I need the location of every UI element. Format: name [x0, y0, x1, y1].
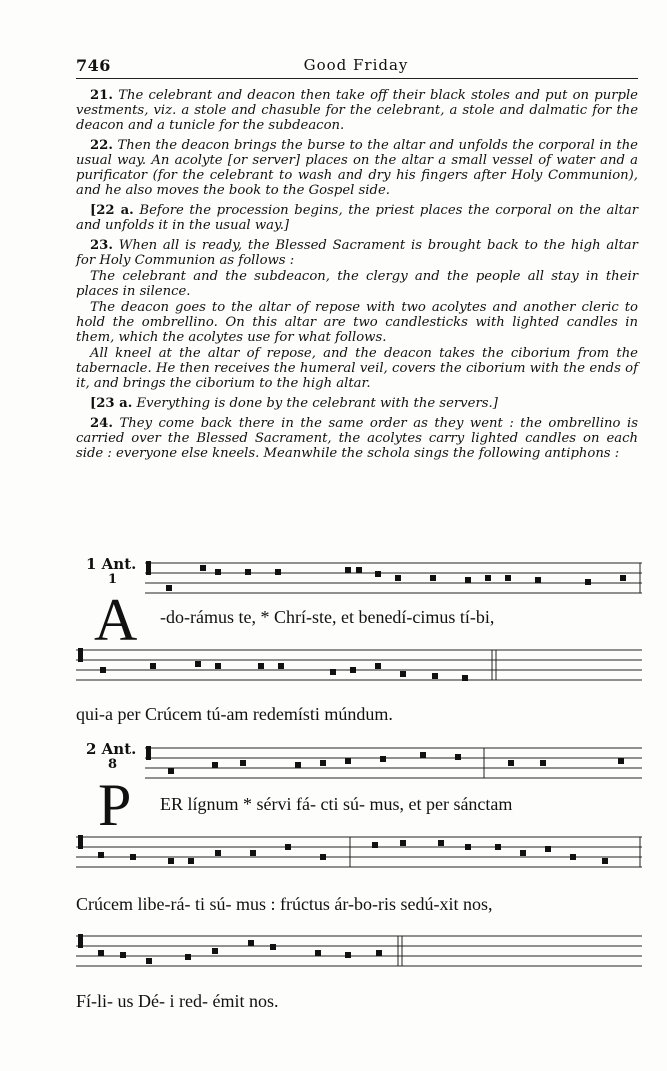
rubric-paragraph: The deacon goes to the altar of repose with two acolytes and another cleric to hold the ombrellino. On this altar are two candlesticks with lighted candles in them, which the acolytes use for what follows. — [76, 300, 638, 345]
antiphon-label: 1 Ant. — [86, 555, 137, 573]
lyric-line: ER lígnum * sérvi fá- cti sú- mus, et per sánctam — [160, 794, 513, 814]
page-number: 746 — [76, 56, 111, 75]
antiphon-1 — [0, 555, 667, 730]
rubric-paragraph: 24. They come back there in the same order as they went : the ombrellino is carried over the Blessed Sacrament, the acolytes carry lighted candles on each side : everyone else kneels. Meanwhile the schola sings the following antiphons : — [76, 416, 638, 461]
initial-capital: A — [94, 587, 138, 653]
lyric-line: Fí-li- us Dé- i red- émit nos. — [76, 991, 279, 1011]
rubric-paragraph: 22. Then the deacon brings the burse to the altar and unfolds the corporal in the usual way. An acolyte [or server] places on the altar a small vessel of water and a purificator (for the celebrant to wash and dry his fingers after Holy Communion), and he also moves the book to the Gospel side. — [76, 138, 638, 198]
rubric-paragraph: The celebrant and the subdeacon, the clergy and the people all stay in their places in silence. — [76, 269, 638, 299]
antiphon-2 — [0, 740, 667, 1030]
header-rule — [76, 78, 638, 79]
rubric-paragraph: [23 a. Everything is done by the celebrant with the servers.] — [90, 396, 498, 411]
antiphon-label: 2 Ant. — [86, 740, 137, 758]
lyric-line: qui-a per Crúcem tú-am redemísti múndum. — [76, 704, 393, 724]
lyric-line: -do-rámus te, * Chrí-ste, et benedí-cimus tí-bi, — [160, 607, 495, 627]
running-title: Good Friday — [303, 56, 409, 74]
rubric-paragraph: 21. The celebrant and deacon then take off their black stoles and put on purple vestments, viz. a stole and chasuble for the celebrant, a stole and dalmatic for the deacon and a tunicle for the subdeacon. — [76, 88, 638, 133]
page-header — [76, 56, 636, 80]
lyric-line: Crúcem libe-rá- ti sú- mus : frúctus ár-bo-ris sedú-xit nos, — [76, 894, 493, 914]
mode-number: 8 — [108, 757, 118, 772]
rubric-paragraph: [22 a. Before the procession begins, the priest places the corporal on the altar and unfolds it in the usual way.] — [76, 203, 639, 233]
rubric-paragraph: 23. When all is ready, the Blessed Sacrament is brought back to the high altar for Holy Communion as follows : — [76, 238, 638, 268]
staff-2 — [0, 740, 667, 1030]
mode-number: 1 — [108, 572, 118, 587]
rubric-paragraph: All kneel at the altar of repose, and the deacon takes the ciborium from the tabernacle. He then receives the humeral veil, covers the ciborium with the ends of it, and brings the ciborium to the high altar. — [76, 346, 638, 391]
rubric-text — [76, 88, 638, 466]
initial-capital: P — [98, 772, 132, 838]
